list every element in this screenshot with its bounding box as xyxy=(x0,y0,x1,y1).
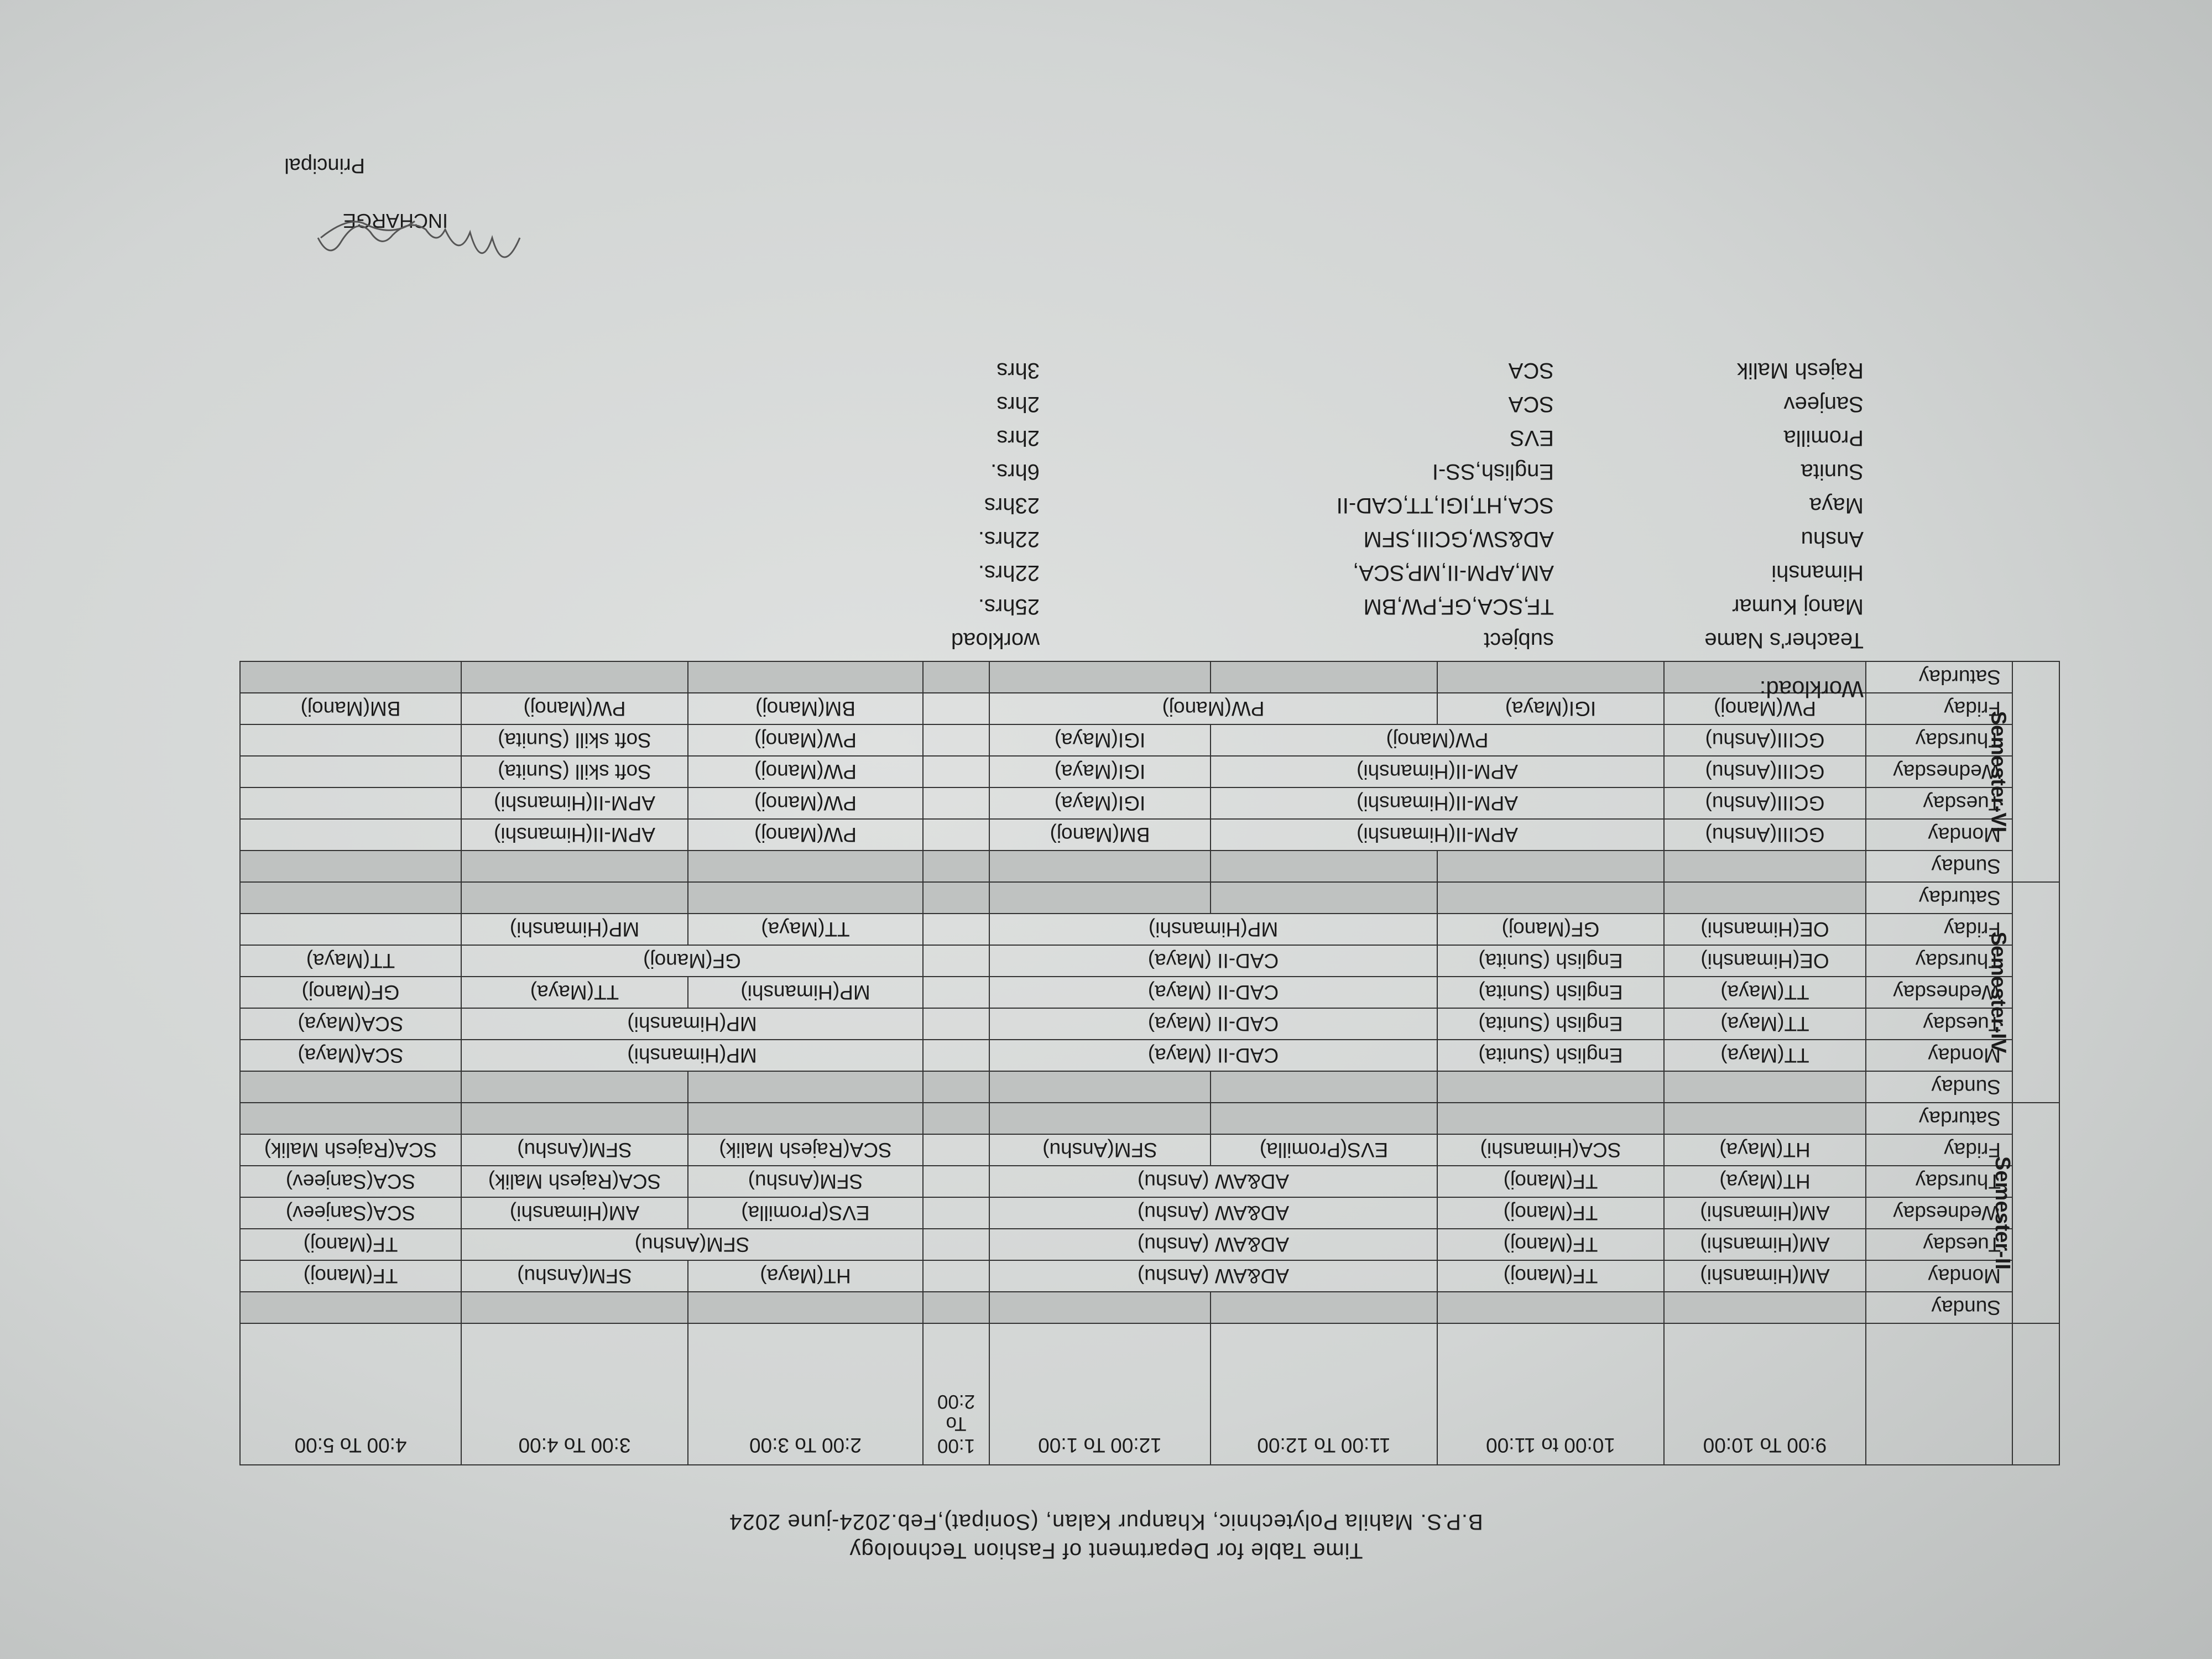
empty-cell xyxy=(1211,882,1437,914)
class-cell: CAD-II (Maya) xyxy=(989,1040,1437,1071)
class-cell: HT(Maya) xyxy=(1664,1134,1866,1166)
class-cell: CAD-II (Maya) xyxy=(989,945,1437,977)
empty-cell xyxy=(240,1103,461,1134)
class-cell: CAD-II (Maya) xyxy=(989,977,1437,1008)
empty-cell xyxy=(240,1292,461,1323)
class-cell: English (Sunita) xyxy=(1437,1040,1664,1071)
empty-cell xyxy=(1437,1071,1664,1103)
class-cell: HT(Maya) xyxy=(688,1260,923,1292)
workload-row xyxy=(260,455,1864,488)
table-row xyxy=(240,977,2059,1008)
document-title xyxy=(50,1507,2162,1565)
workload-subject: AM,APM-II,MP,SCA, xyxy=(1353,561,1554,585)
day-cell: Sunday xyxy=(1866,1071,2012,1103)
day-cell: Saturday xyxy=(1866,1103,2012,1134)
workload-name: Anshu xyxy=(1801,527,1864,551)
workload-name: Rajesh Malik xyxy=(1737,358,1864,383)
table-row xyxy=(240,724,2059,756)
class-cell: TT(Maya) xyxy=(688,914,923,945)
class-cell: AM(Himanshi) xyxy=(1664,1229,1866,1260)
table-row xyxy=(240,1260,2059,1292)
class-cell: BM(Manoj) xyxy=(240,693,461,724)
table-row xyxy=(240,1166,2059,1197)
empty-cell xyxy=(989,851,1211,882)
class-cell: TF(Manoj) xyxy=(1437,1229,1664,1260)
semester-label xyxy=(1991,1103,2059,1323)
period-header: 9:00 To 10:00 xyxy=(1664,1323,1866,1465)
class-cell: SCA(Sanjeev) xyxy=(240,1197,461,1229)
class-cell: TF(Manoj) xyxy=(240,1229,461,1260)
workload-row xyxy=(260,488,1864,522)
day-cell: Saturday xyxy=(1866,661,2012,693)
class-cell: GF(Manoj) xyxy=(461,945,923,977)
period-header: 10:00 to 11:00 xyxy=(1437,1323,1664,1465)
class-cell: IGI(Maya) xyxy=(989,756,1211,787)
class-cell: TF(Manoj) xyxy=(1437,1260,1664,1292)
empty-cell xyxy=(240,787,461,819)
table-row xyxy=(240,1040,2059,1071)
lunch-cell xyxy=(923,1040,989,1071)
class-cell: BM(Manoj) xyxy=(989,819,1211,851)
workload-subject: English,SS-I xyxy=(1432,460,1554,484)
workload-header-subject: subject xyxy=(1484,628,1554,653)
workload-row xyxy=(260,522,1864,556)
lunch-cell xyxy=(923,787,989,819)
workload-hours: 6hrs. xyxy=(990,460,1040,484)
class-cell: IGI(Maya) xyxy=(989,724,1211,756)
empty-cell xyxy=(1664,851,1866,882)
period-header: 1:00 To 2:00 xyxy=(923,1323,989,1465)
empty-cell xyxy=(1211,1292,1437,1323)
period-header: 11:00 To 12:00 xyxy=(1211,1323,1437,1465)
empty-cell xyxy=(240,851,461,882)
empty-cell xyxy=(1437,1292,1664,1323)
class-cell: TF(Manoj) xyxy=(1437,1166,1664,1197)
class-cell: MP(Himanshi) xyxy=(688,977,923,1008)
workload-name: Promilla xyxy=(1783,426,1864,450)
semester-label-text: Semester-VI xyxy=(1986,711,2010,833)
class-cell: MP(Himanshi) xyxy=(989,914,1437,945)
period-header: 3:00 To 4:00 xyxy=(461,1323,688,1465)
table-row xyxy=(240,756,2059,787)
class-cell: AD&AW (Anshu) xyxy=(989,1166,1437,1197)
empty-cell xyxy=(1664,1292,1866,1323)
class-cell: SCA(Maya) xyxy=(240,1008,461,1040)
lunch-cell xyxy=(923,1134,989,1166)
semester-label xyxy=(1986,882,2059,1103)
class-cell: English (Sunita) xyxy=(1437,977,1664,1008)
empty-cell xyxy=(1437,1103,1664,1134)
class-cell: GCIII(Anshu) xyxy=(1664,787,1866,819)
empty-cell xyxy=(923,1071,989,1103)
class-cell: OE(Himanshi) xyxy=(1664,914,1866,945)
lunch-cell xyxy=(923,1008,989,1040)
class-cell: GCIII(Anshu) xyxy=(1664,819,1866,851)
incharge-label: INCHARGE xyxy=(342,210,448,232)
day-cell: Friday xyxy=(1866,914,2012,945)
class-cell: TT(Maya) xyxy=(1664,1040,1866,1071)
class-cell: SFM(Anshu) xyxy=(461,1229,923,1260)
class-cell: EVS(Promilla) xyxy=(1211,1134,1437,1166)
workload-subject: SCA xyxy=(1508,358,1554,383)
lunch-cell xyxy=(923,1166,989,1197)
workload-subject: EVS xyxy=(1509,426,1554,450)
class-cell: GCIII(Anshu) xyxy=(1664,724,1866,756)
day-cell: Saturday xyxy=(1866,882,2012,914)
empty-cell xyxy=(461,1292,688,1323)
empty-cell xyxy=(240,724,461,756)
day-cell: Monday xyxy=(1866,1260,2012,1292)
class-cell: AM(Himanshi) xyxy=(461,1197,688,1229)
class-cell: SCA(Rajesh Malik) xyxy=(461,1166,688,1197)
workload-section xyxy=(260,353,1864,702)
empty-cell xyxy=(923,851,989,882)
class-cell: AM(Himanshi) xyxy=(1664,1197,1866,1229)
class-cell: TT(Maya) xyxy=(461,977,688,1008)
empty-cell xyxy=(240,819,461,851)
class-cell: English (Sunita) xyxy=(1437,1008,1664,1040)
workload-title: Workload: xyxy=(1759,676,1864,702)
workload-hours: 23hrs xyxy=(984,493,1040,518)
lunch-cell xyxy=(923,1229,989,1260)
table-row xyxy=(240,819,2059,851)
class-cell: SCA(Himanshi) xyxy=(1437,1134,1664,1166)
workload-row xyxy=(260,556,1864,589)
empty-cell xyxy=(461,882,688,914)
header-blank xyxy=(2012,1323,2059,1465)
empty-cell xyxy=(1664,882,1866,914)
period-header: 2:00 To 3:00 xyxy=(688,1323,923,1465)
day-cell: Sunday xyxy=(1866,851,2012,882)
empty-cell xyxy=(1211,1103,1437,1134)
empty-cell xyxy=(688,851,923,882)
workload-name: Sanjeev xyxy=(1783,392,1864,416)
day-cell: Thursday xyxy=(1866,945,2012,977)
empty-cell xyxy=(688,882,923,914)
lunch-cell xyxy=(923,1197,989,1229)
workload-hours: 25hrs. xyxy=(978,594,1040,619)
workload-subject: AD&SW,GCIII,SFM xyxy=(1363,527,1554,551)
day-cell: Wednesday xyxy=(1866,1197,2012,1229)
class-cell: English (Sunita) xyxy=(1437,945,1664,977)
day-cell: Friday xyxy=(1866,693,2012,724)
class-cell: APM-II(Himanshi) xyxy=(461,787,688,819)
workload-row xyxy=(260,353,1864,387)
class-cell: TT(Maya) xyxy=(1664,977,1866,1008)
semester-label xyxy=(1986,661,2059,882)
class-cell: PW(Manoj) xyxy=(688,819,923,851)
semester-label-text: Semester-IV xyxy=(1986,931,2010,1053)
empty-cell xyxy=(989,1292,1211,1323)
table-row xyxy=(240,882,2059,914)
table-row xyxy=(240,787,2059,819)
day-cell: Tuesday xyxy=(1866,787,2012,819)
class-cell: BM(Manoj) xyxy=(688,693,923,724)
table-row xyxy=(240,914,2059,945)
period-header: 12:00 To 1:00 xyxy=(989,1323,1211,1465)
empty-cell xyxy=(923,882,989,914)
class-cell: PW(Manoj) xyxy=(1211,724,1664,756)
class-cell: SFM(Anshu) xyxy=(461,1134,688,1166)
empty-cell xyxy=(1437,882,1664,914)
day-cell: Thursday xyxy=(1866,1166,2012,1197)
lunch-cell xyxy=(923,724,989,756)
empty-cell xyxy=(461,1103,688,1134)
table-row xyxy=(240,1197,2059,1229)
day-cell: Tuesday xyxy=(1866,1229,2012,1260)
empty-cell xyxy=(461,1071,688,1103)
workload-hours: 2hrs xyxy=(997,392,1040,416)
workload-subject: TF,SCA,GF,PW,BM xyxy=(1363,594,1554,619)
empty-cell xyxy=(1664,1071,1866,1103)
class-cell: APM-II(Himanshi) xyxy=(1211,819,1664,851)
table-row xyxy=(240,945,2059,977)
class-cell: GF(Manoj) xyxy=(1437,914,1664,945)
class-cell: SCA(Maya) xyxy=(240,1040,461,1071)
class-cell: TT(Maya) xyxy=(240,945,461,977)
table-row xyxy=(240,851,2059,882)
workload-row xyxy=(260,387,1864,421)
workload-subject: SCA xyxy=(1508,392,1554,416)
class-cell: IGI(Maya) xyxy=(1437,693,1664,724)
class-cell: CAD-II (Maya) xyxy=(989,1008,1437,1040)
class-cell: SFM(Anshu) xyxy=(461,1260,688,1292)
day-cell: Friday xyxy=(1866,1134,2012,1166)
class-cell: APM-II(Himanshi) xyxy=(461,819,688,851)
empty-cell xyxy=(989,1103,1211,1134)
empty-cell xyxy=(1664,1103,1866,1134)
class-cell: EVS(Promilla) xyxy=(688,1197,923,1229)
lunch-cell xyxy=(923,1260,989,1292)
table-row xyxy=(240,1134,2059,1166)
class-cell: TT(Maya) xyxy=(1664,1008,1866,1040)
class-cell: Soft skill (Sunita) xyxy=(461,756,688,787)
day-cell: Wednesday xyxy=(1866,756,2012,787)
timetable-document xyxy=(50,83,2162,1576)
class-cell: AD&AW (Anshu) xyxy=(989,1229,1437,1260)
class-cell: SCA(Rajesh Malik) xyxy=(688,1134,923,1166)
semester-label-text: Semester-II xyxy=(1991,1156,2015,1270)
workload-header-row xyxy=(260,623,1864,657)
title-line-1: Time Table for Department of Fashion Technology xyxy=(849,1538,1363,1563)
workload-name: Manoj Kumar xyxy=(1732,594,1864,619)
workload-header-load: workload xyxy=(951,628,1040,653)
lunch-cell xyxy=(923,756,989,787)
class-cell: Soft skill (Sunita) xyxy=(461,724,688,756)
class-cell: APM-II(Himanshi) xyxy=(1211,756,1664,787)
workload-hours: 22hrs. xyxy=(978,527,1040,551)
class-cell: SFM(Anshu) xyxy=(989,1134,1211,1166)
handwritten-signature xyxy=(293,205,525,288)
class-cell: PW(Manoj) xyxy=(688,787,923,819)
class-cell: APM-II(Himanshi) xyxy=(1211,787,1664,819)
workload-header-name: Teacher's Name xyxy=(1704,628,1864,653)
class-cell: OE(Himanshi) xyxy=(1664,945,1866,977)
empty-cell xyxy=(688,1292,923,1323)
empty-cell xyxy=(989,1071,1211,1103)
workload-hours: 2hrs xyxy=(997,426,1040,450)
empty-cell xyxy=(688,1103,923,1134)
lunch-cell xyxy=(923,977,989,1008)
table-row xyxy=(240,1229,2059,1260)
table-row xyxy=(240,1103,2059,1134)
empty-cell xyxy=(461,851,688,882)
day-cell: Monday xyxy=(1866,1040,2012,1071)
day-cell: Thursday xyxy=(1866,724,2012,756)
workload-subject: SCA,HT,IGI,TT,CAD-II xyxy=(1336,493,1554,518)
workload-row xyxy=(260,421,1864,455)
workload-name: Sunita xyxy=(1801,460,1864,484)
class-cell: PW(Manoj) xyxy=(688,756,923,787)
lunch-cell xyxy=(923,819,989,851)
day-cell: Sunday xyxy=(1866,1292,2012,1323)
day-cell: Monday xyxy=(1866,819,2012,851)
empty-cell xyxy=(1437,851,1664,882)
class-cell: PW(Manoj) xyxy=(688,724,923,756)
timetable xyxy=(239,661,2060,1465)
lunch-cell xyxy=(923,914,989,945)
empty-cell xyxy=(240,914,461,945)
principal-label: Principal xyxy=(284,154,365,177)
period-header-row xyxy=(240,1323,2059,1465)
empty-cell xyxy=(1211,851,1437,882)
table-row xyxy=(240,1292,2059,1323)
empty-cell xyxy=(923,1103,989,1134)
day-cell: Tuesday xyxy=(1866,1008,2012,1040)
class-cell: MP(Himanshi) xyxy=(461,1040,923,1071)
class-cell: AD&AW (Anshu) xyxy=(989,1197,1437,1229)
workload-row xyxy=(260,589,1864,623)
class-cell: HT(Maya) xyxy=(1664,1166,1866,1197)
table-row xyxy=(240,1071,2059,1103)
class-cell: TF(Manoj) xyxy=(240,1260,461,1292)
workload-name: Maya xyxy=(1809,493,1864,518)
class-cell: PW(Manoj) xyxy=(1664,693,1866,724)
class-cell: GCIII(Anshu) xyxy=(1664,756,1866,787)
lunch-cell xyxy=(923,945,989,977)
title-line-2: B.P.S. Mahila Polytechnic, Khanpur Kalan, (Sonipat),Feb.2024-june 2024 xyxy=(729,1510,1483,1534)
class-cell: SCA(Rajesh Malik) xyxy=(240,1134,461,1166)
class-cell: SFM(Anshu) xyxy=(688,1166,923,1197)
class-cell: GF(Manoj) xyxy=(240,977,461,1008)
empty-cell xyxy=(688,1071,923,1103)
empty-cell xyxy=(240,756,461,787)
class-cell: MP(Himanshi) xyxy=(461,1008,923,1040)
class-cell: AM(Himanshi) xyxy=(1664,1260,1866,1292)
empty-cell xyxy=(989,882,1211,914)
class-cell: PW(Manoj) xyxy=(461,693,688,724)
header-blank xyxy=(1866,1323,2012,1465)
class-cell: IGI(Maya) xyxy=(989,787,1211,819)
table-row xyxy=(240,1008,2059,1040)
period-header: 4:00 To 5:00 xyxy=(240,1323,461,1465)
class-cell: SCA(Sanjeev) xyxy=(240,1166,461,1197)
empty-cell xyxy=(923,1292,989,1323)
class-cell: AD&AW (Anshu) xyxy=(989,1260,1437,1292)
workload-hours: 22hrs. xyxy=(978,561,1040,585)
class-cell: MP(Himanshi) xyxy=(461,914,688,945)
empty-cell xyxy=(240,882,461,914)
day-cell: Wednesday xyxy=(1866,977,2012,1008)
class-cell: TF(Manoj) xyxy=(1437,1197,1664,1229)
workload-name: Himanshi xyxy=(1771,561,1864,585)
class-cell: PW(Manoj) xyxy=(989,693,1437,724)
workload-hours: 3hrs xyxy=(997,358,1040,383)
empty-cell xyxy=(1211,1071,1437,1103)
empty-cell xyxy=(240,1071,461,1103)
